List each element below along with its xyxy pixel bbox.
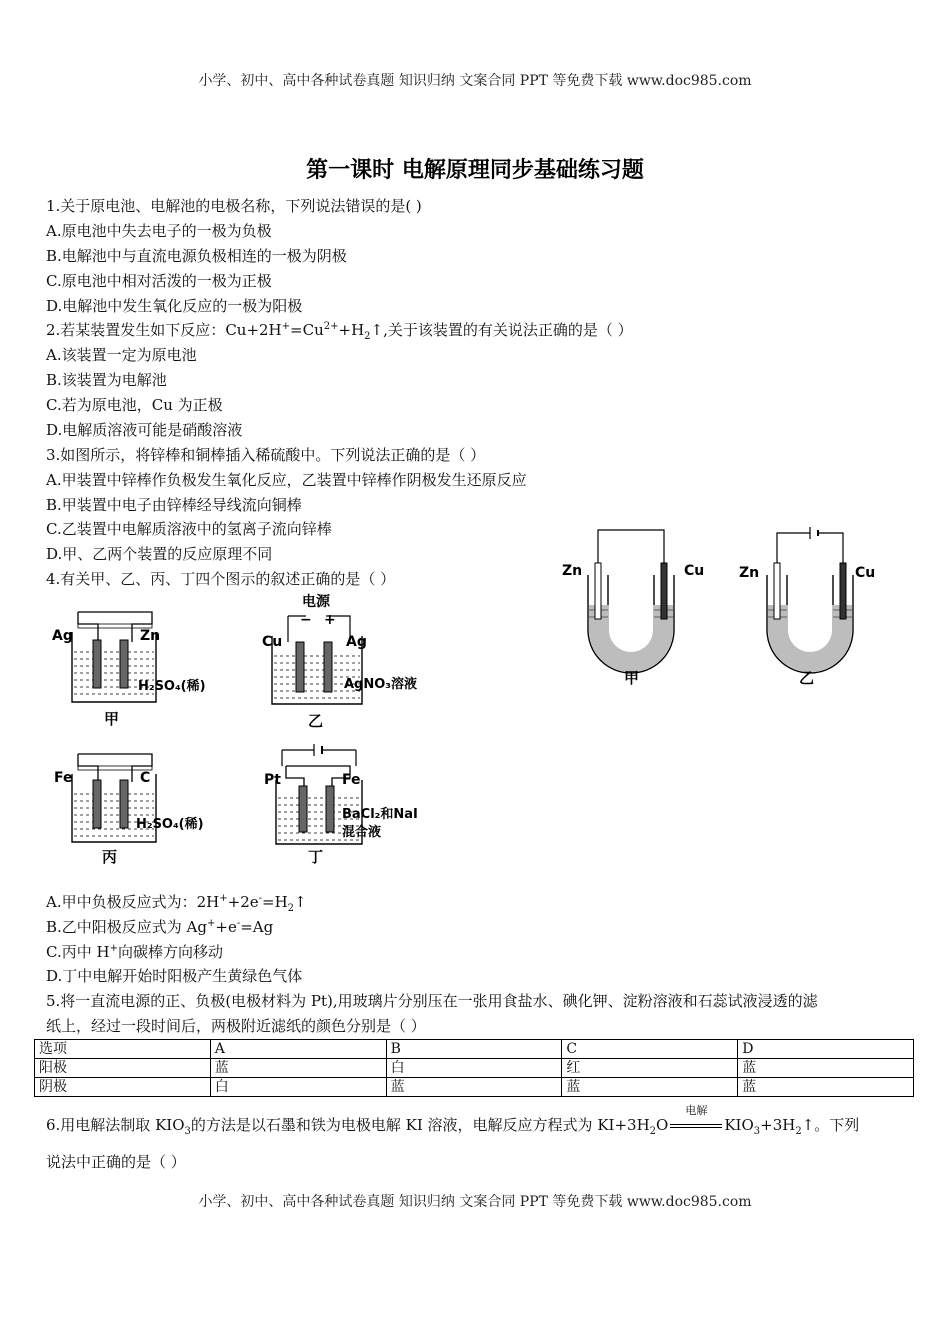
q5-answer-table (34, 1039, 914, 1097)
q4-jia-solution: H₂SO₄(稀) (138, 679, 206, 694)
q4-yi-plus: + (324, 612, 336, 628)
q2-mid2: +H (338, 321, 365, 339)
q4-option-a (46, 893, 307, 914)
table-cell: 蓝 (210, 1059, 386, 1078)
q2-option-d: D.电解质溶液可能是硝酸溶液 (46, 421, 243, 439)
q3-yi-caption: 乙 (799, 669, 815, 687)
table-row (35, 1040, 914, 1059)
q6-sub1: 3 (184, 1126, 191, 1137)
q6-condition-label: 电解 (685, 1104, 708, 1117)
q4-option-d: D.丁中电解开始时阳极产生黄绿色气体 (46, 967, 303, 985)
q6-pre: 6.用电解法制取 KIO (46, 1116, 185, 1134)
q2-stem (46, 321, 633, 342)
table-cell: D (738, 1040, 914, 1059)
q6-mid2: O (656, 1116, 669, 1134)
q3-jia-caption: 甲 (624, 669, 640, 687)
q4-yi-minus: − (300, 612, 312, 628)
q4-bing-right-label: C (140, 770, 151, 786)
q2-sub1: 2 (364, 331, 371, 342)
table-row (35, 1078, 914, 1097)
table-cell: 选项 (35, 1040, 211, 1059)
q1-option-b: B.电解池中与直流电源负极相连的一极为阴极 (46, 247, 347, 265)
q3-figure-jia (556, 525, 736, 690)
q1-option-c: C.原电池中相对活泼的一极为正极 (46, 272, 272, 290)
q4-a-mid2: =H (262, 893, 288, 911)
q4-b-post: =Ag (240, 918, 274, 936)
q4-c-pre: C.丙中 H (46, 943, 110, 961)
q4-a-mid: +2e (227, 893, 259, 911)
q3-yi-left-label: Zn (739, 565, 760, 581)
table-cell: 蓝 (738, 1059, 914, 1078)
q4-ding-left-label: Pt (264, 772, 281, 788)
q4-b-mid: +e (215, 918, 237, 936)
table-cell: 阴极 (35, 1078, 211, 1097)
q4-ding-solution-line1: BaCl₂和NaI (342, 807, 418, 822)
q4-a-pre: A.甲中负极反应式为：2H (46, 893, 220, 911)
table-cell: 蓝 (562, 1078, 738, 1097)
q5-stem-line1: 5.将一直流电源的正、负极(电极材料为 Pt),用玻璃片分别压在一张用食盐水、碘化钾、淀粉溶液和石蕊试液浸透的滤 (46, 992, 818, 1010)
q2-option-c: C.若为原电池，Cu 为正极 (46, 396, 223, 414)
q3-option-c: C.乙装置中电解质溶液中的氢离子流向锌棒 (46, 520, 332, 538)
q2-sup1: + (281, 321, 291, 332)
table-cell: C (562, 1040, 738, 1059)
q4-bing-solution: H₂SO₄(稀) (136, 817, 204, 832)
q4-c-sup: + (109, 943, 118, 954)
q4-yi-power-label: 电源 (302, 594, 330, 610)
q4-a-sup1: + (219, 893, 228, 904)
q3-yi-right-label: Cu (855, 565, 876, 581)
q4-ding-solution-line2: 混合液 (342, 825, 382, 840)
table-cell: 蓝 (386, 1078, 562, 1097)
q1-option-a: A.原电池中失去电子的一极为负极 (46, 222, 272, 240)
q6-stem-line2: 说法中正确的是（ ） (46, 1153, 186, 1171)
q4-stem: 4.有关甲、乙、丙、丁四个图示的叙述正确的是（ ） (46, 570, 396, 588)
q4-option-b (46, 918, 273, 936)
q4-figure-ding (262, 740, 452, 868)
q4-bing-caption: 丙 (102, 848, 118, 866)
table-cell: A (210, 1040, 386, 1059)
page-title: 第一课时 电解原理同步基础练习题 (306, 158, 644, 183)
q4-figure-bing (50, 746, 240, 868)
q3-option-b: B.甲装置中电子由锌棒经导线流向铜棒 (46, 496, 302, 514)
q6-mid3: KIO (724, 1116, 754, 1134)
q6-mid4: +3H (760, 1116, 796, 1134)
q3-figure-yi (735, 525, 915, 690)
q4-yi-left-label: Cu (262, 634, 283, 650)
q3-option-a: A.甲装置中锌棒作负极发生氧化反应，乙装置中锌棒作阴极发生还原反应 (46, 471, 527, 489)
q4-c-post: 向碳棒方向移动 (117, 943, 223, 961)
table-row (35, 1059, 914, 1078)
q2-mid1: =Cu (290, 321, 324, 339)
q2-sup2: 2+ (323, 321, 339, 332)
q4-yi-caption: 乙 (308, 712, 324, 730)
q4-b-sup2: - (236, 918, 241, 929)
page-footer: 小学、初中、高中各种试卷真题 知识归纳 文案合同 PPT 等免费下载 www.doc985.com (198, 1194, 752, 1210)
table-cell: 蓝 (738, 1078, 914, 1097)
electrolysis-condition-arrow (668, 1104, 724, 1134)
q4-a-sup2: - (258, 893, 263, 904)
q4-bing-left-label: Fe (54, 770, 73, 786)
q4-b-pre: B.乙中阳极反应式为 Ag (46, 918, 207, 936)
double-line-icon (670, 1124, 722, 1128)
q4-a-sub: 2 (287, 903, 295, 914)
table-cell: 白 (210, 1078, 386, 1097)
q4-a-post: ↑ (294, 893, 307, 911)
page-header: 小学、初中、高中各种试卷真题 知识归纳 文案合同 PPT 等免费下载 www.doc985.com (198, 73, 752, 89)
q2-option-b: B.该装置为电解池 (46, 371, 167, 389)
q3-jia-right-label: Cu (684, 563, 705, 579)
q2-option-a: A.该装置一定为原电池 (46, 346, 197, 364)
q2-stem-pre: 2.若某装置发生如下反应：Cu+2H (46, 321, 282, 339)
table-cell: 阳极 (35, 1059, 211, 1078)
q2-stem-post: ↑,关于该装置的有关说法正确的是（ ） (370, 321, 633, 339)
q3-option-d: D.甲、乙两个装置的反应原理不同 (46, 545, 273, 563)
q4-figure-jia (50, 602, 240, 732)
q6-sub2: 2 (649, 1126, 657, 1137)
q4-jia-right-label: Zn (140, 628, 161, 644)
q3-stem: 3.如图所示，将锌棒和铜棒插入稀硫酸中。下列说法正确的是（ ） (46, 446, 486, 464)
table-cell: B (386, 1040, 562, 1059)
q4-ding-right-label: Fe (342, 772, 361, 788)
q4-yi-right-label: Ag (346, 634, 367, 650)
q6-sub4: 2 (795, 1126, 802, 1137)
q6-post: ↑。下列 (801, 1116, 860, 1134)
q4-jia-left-label: Ag (52, 628, 73, 644)
q6-stem-line1 (46, 1104, 860, 1137)
q3-jia-left-label: Zn (562, 563, 583, 579)
q4-b-sup1: + (207, 918, 216, 929)
q5-stem-line2: 纸上，经过一段时间后，两极附近滤纸的颜色分别是（ ） (46, 1017, 426, 1035)
q4-yi-solution: AgNO₃溶液 (344, 677, 417, 692)
q6-sub3: 3 (753, 1126, 761, 1137)
table-cell: 白 (386, 1059, 562, 1078)
table-cell: 红 (562, 1059, 738, 1078)
q1-option-d: D.电解池中发生氧化反应的一极为阳极 (46, 297, 303, 315)
q4-option-c (46, 943, 223, 961)
q4-ding-caption: 丁 (308, 848, 324, 866)
q6-mid1: 的方法是以石墨和铁为电极电解 KI 溶液，电解反应方程式为 KI+3H (190, 1116, 650, 1134)
q4-jia-caption: 甲 (104, 710, 120, 728)
q1-stem: 1.关于原电池、电解池的电极名称，下列说法错误的是( ) (46, 197, 422, 215)
q4-figure-yi (258, 592, 448, 732)
